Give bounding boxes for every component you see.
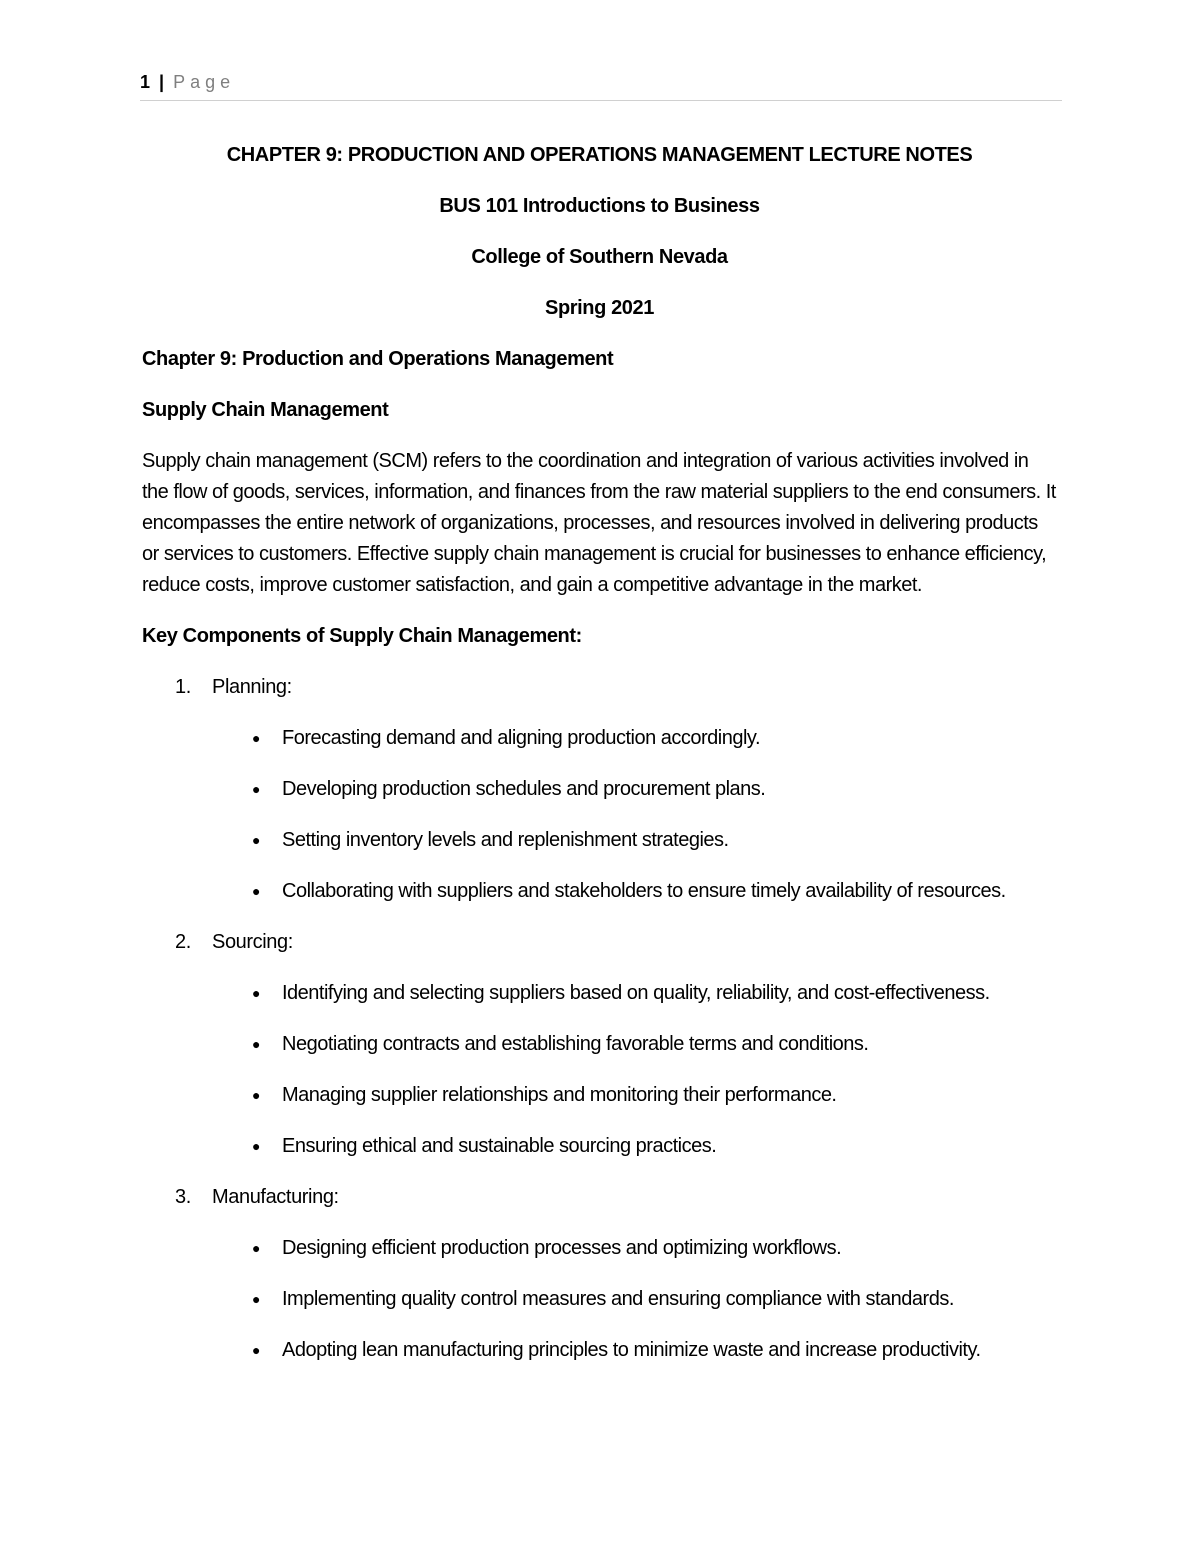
bullet-list — [142, 978, 1057, 1162]
list-item-text: Negotiating contracts and establishing favorable terms and conditions. — [282, 1033, 869, 1055]
components-list — [142, 672, 1057, 1366]
list-item-text: Forecasting demand and aligning production accordingly. — [282, 727, 760, 749]
list-item-text: Designing efficient production processes and optimizing workflows. — [282, 1237, 842, 1259]
list-item — [142, 876, 1057, 907]
bullet-icon: ● — [252, 1342, 260, 1358]
bullet-icon: ● — [252, 883, 260, 899]
chapter-heading: Chapter 9: Production and Operations Management — [142, 348, 614, 370]
component-number: 3. — [175, 1186, 191, 1208]
bullet-icon: ● — [252, 1036, 260, 1052]
list-item — [142, 825, 1057, 856]
intro-paragraph: Supply chain management (SCM) refers to the coordination and integration of various activities involved in the flow of goods, services, information, and finances from the raw material suppliers to the end consumers. It encompasses the entire network of organizations, processes, and resources involved in delivering products or services to customers. Effective supply chain management is crucial for businesses to enhance efficiency, reduce costs, improve customer satisfaction, and gain a competitive advantage in the market. — [142, 450, 1056, 596]
list-item — [142, 1233, 1057, 1264]
page-header — [140, 72, 1062, 101]
component-title — [142, 1182, 1057, 1213]
bullet-icon: ● — [252, 730, 260, 746]
bullet-icon: ● — [252, 1291, 260, 1307]
list-item — [142, 723, 1057, 754]
list-item — [142, 1131, 1057, 1162]
component-label: Planning: — [212, 676, 292, 698]
term-label: Spring 2021 — [545, 297, 654, 319]
list-item-text: Setting inventory levels and replenishment strategies. — [282, 829, 729, 851]
bullet-list — [142, 1233, 1057, 1366]
bullet-icon: ● — [252, 832, 260, 848]
bullet-icon: ● — [252, 1240, 260, 1256]
bullet-list — [142, 723, 1057, 907]
bullet-icon: ● — [252, 1138, 260, 1154]
section-heading: Supply Chain Management — [142, 399, 389, 421]
list-item-text: Ensuring ethical and sustainable sourcing practices. — [282, 1135, 717, 1157]
list-item-text: Adopting lean manufacturing principles to minimize waste and increase productivity. — [282, 1339, 981, 1361]
component-number: 1. — [175, 676, 191, 698]
list-item — [142, 978, 1057, 1009]
component-sourcing — [142, 927, 1057, 1162]
list-item — [142, 1284, 1057, 1315]
component-title — [142, 927, 1057, 958]
college-name: College of Southern Nevada — [471, 246, 728, 268]
list-item-text: Identifying and selecting suppliers based on quality, reliability, and cost-effectiveness. — [282, 982, 990, 1004]
list-item — [142, 774, 1057, 805]
component-label: Manufacturing: — [212, 1186, 339, 1208]
list-item-text: Collaborating with suppliers and stakeholders to ensure timely availability of resources. — [282, 880, 1006, 902]
components-heading: Key Components of Supply Chain Management: — [142, 625, 582, 647]
list-item — [142, 1080, 1057, 1111]
document-title: CHAPTER 9: PRODUCTION AND OPERATIONS MANAGEMENT LECTURE NOTES — [226, 144, 973, 166]
component-manufacturing — [142, 1182, 1057, 1366]
page-number: 1 — [140, 72, 151, 92]
list-item-text: Implementing quality control measures and ensuring compliance with standards. — [282, 1288, 954, 1310]
page-separator: | — [159, 72, 165, 92]
list-item-text: Managing supplier relationships and monitoring their performance. — [282, 1084, 837, 1106]
document-body — [142, 140, 1057, 1386]
bullet-icon: ● — [252, 985, 260, 1001]
list-item — [142, 1029, 1057, 1060]
list-item — [142, 1335, 1057, 1366]
course-title: BUS 101 Introductions to Business — [439, 195, 760, 217]
component-number: 2. — [175, 931, 191, 953]
component-label: Sourcing: — [212, 931, 293, 953]
bullet-icon: ● — [252, 1087, 260, 1103]
component-planning — [142, 672, 1057, 907]
bullet-icon: ● — [252, 781, 260, 797]
component-title — [142, 672, 1057, 703]
list-item-text: Developing production schedules and procurement plans. — [282, 778, 766, 800]
page-label: Page — [173, 72, 236, 92]
